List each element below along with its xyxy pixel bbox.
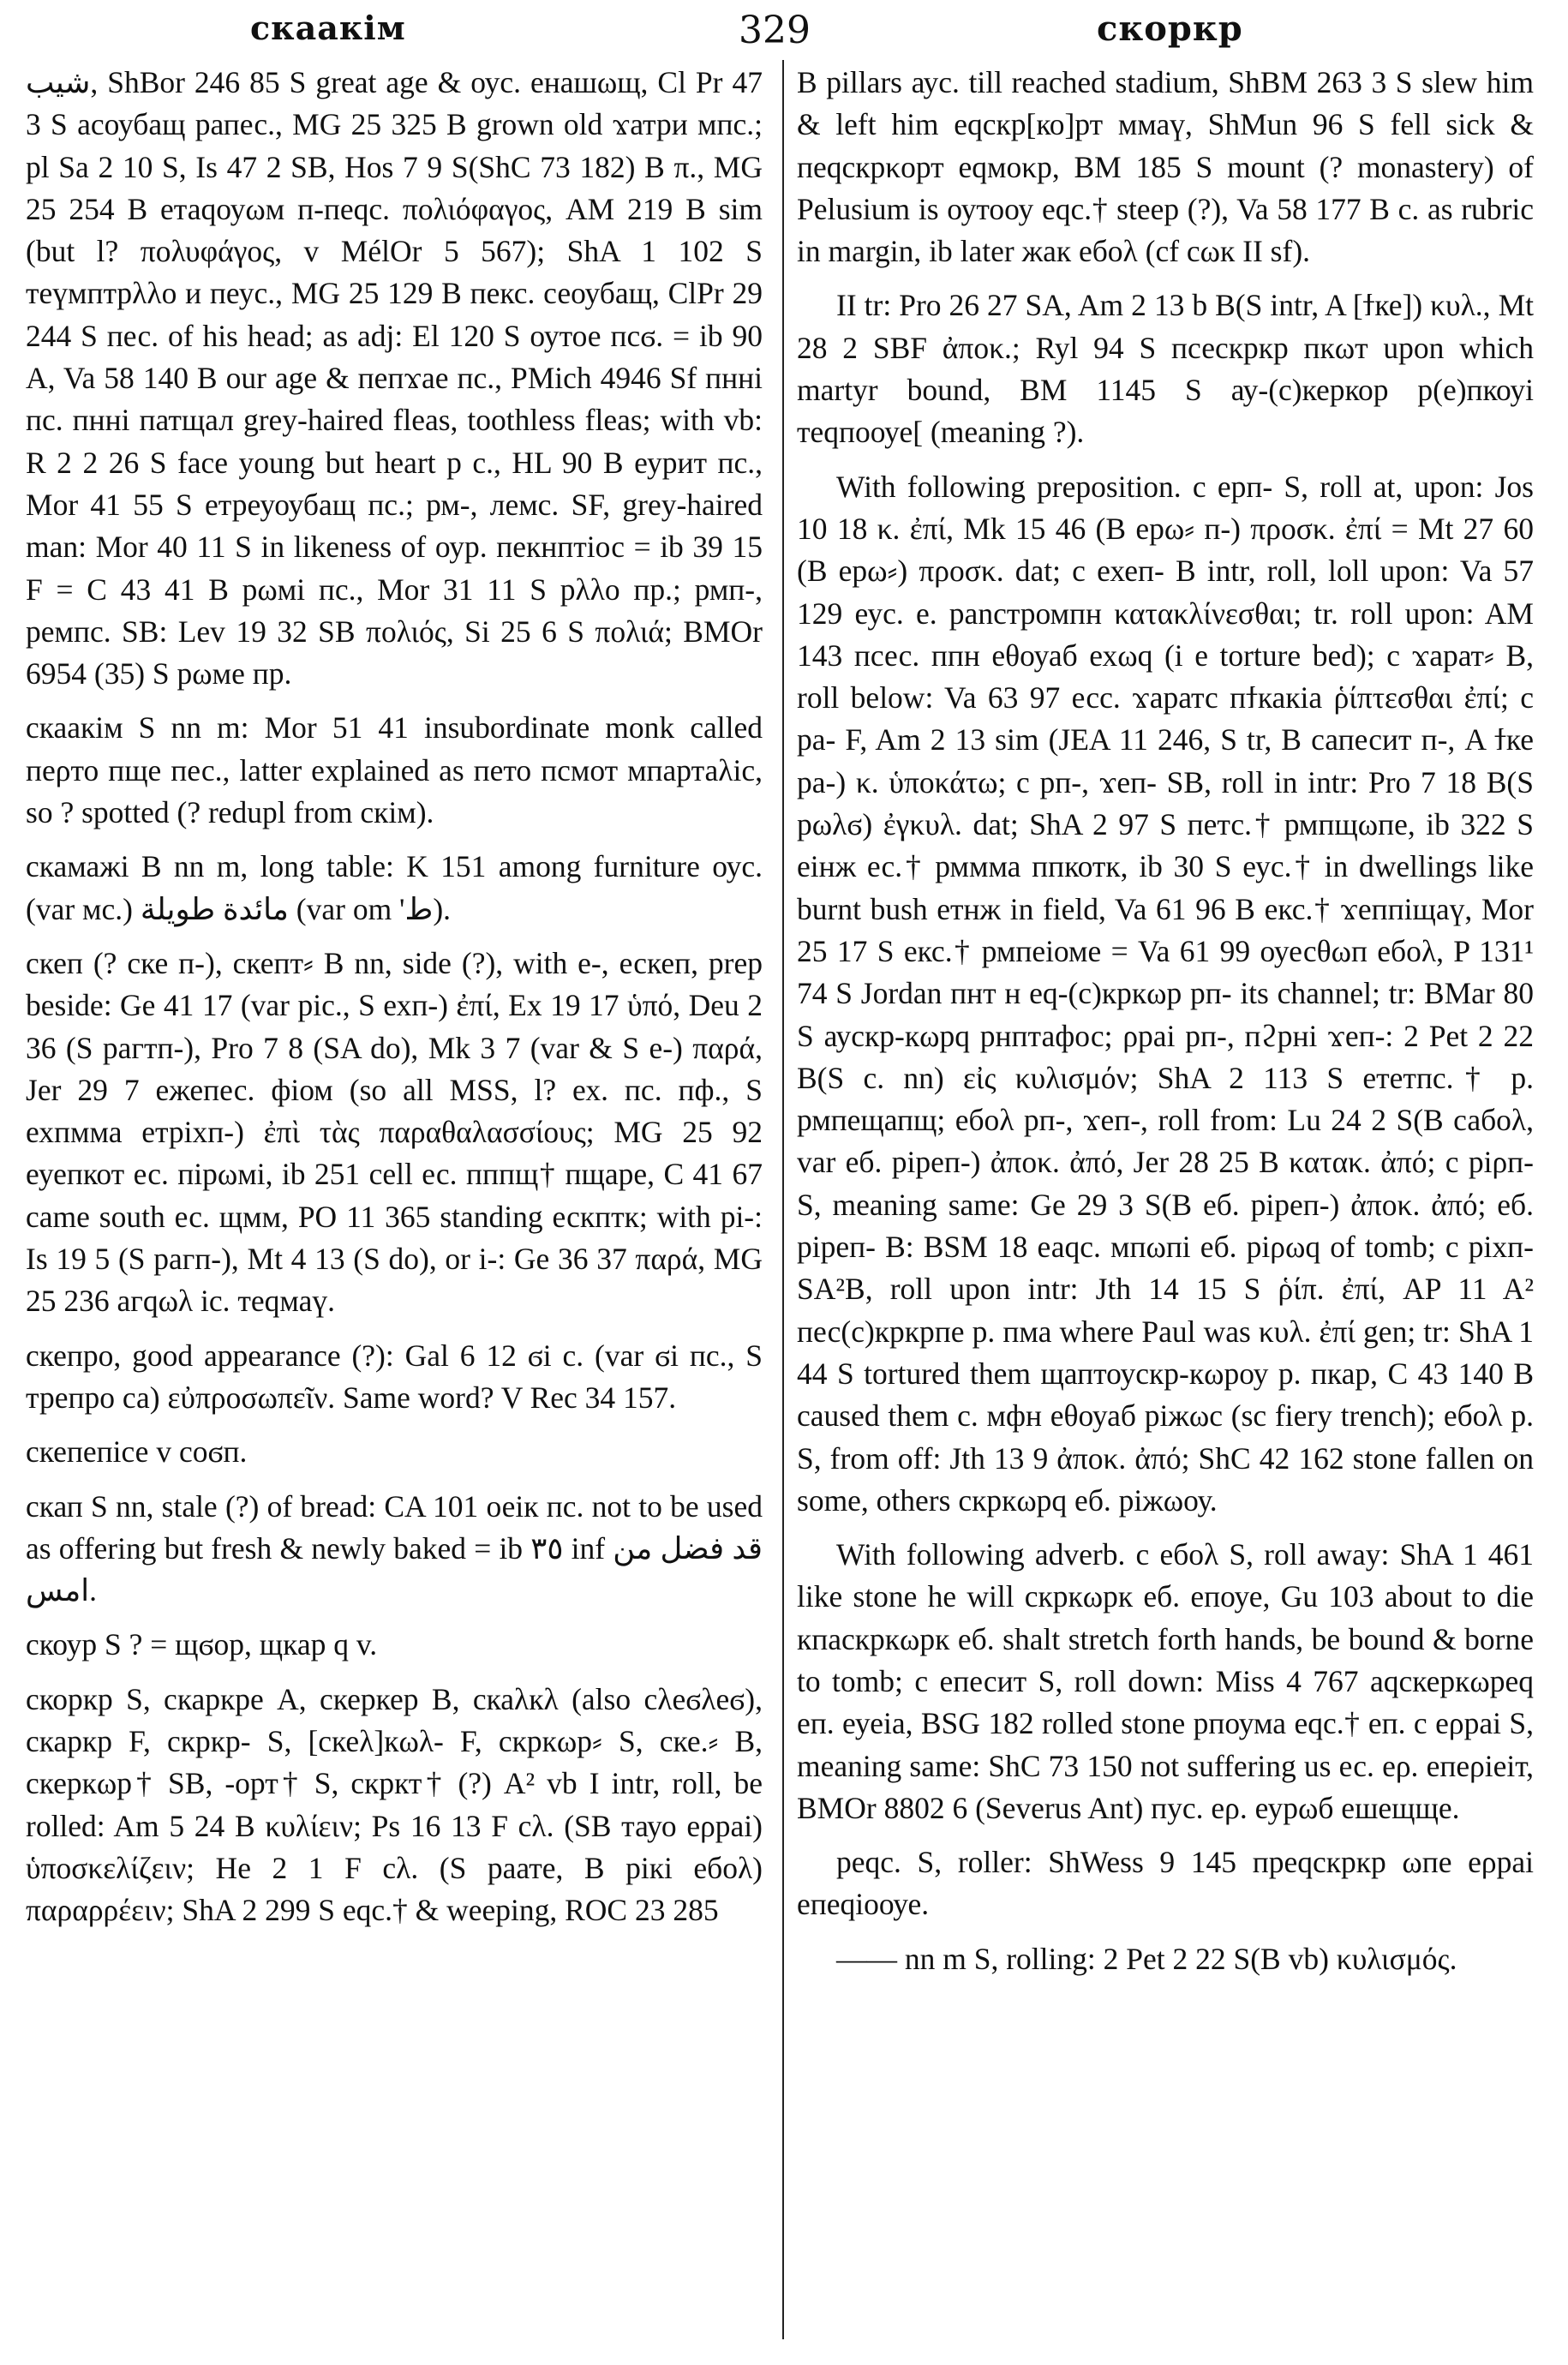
entry-skorkr-prepositions: With following preposition. с ерп- S, roll at, upon: Jos 10 18 κ. ἐπί, Mk 15 46 (B ерω⸗ п-) προσκ. ἐπί = Mt 27 60 (B ерω⸗) προσκ. dat; с ехеп- B intr, roll, loll upon: Va 57 129 еус. е. раnстромпн κατακλίνεσθαι; tr. roll upon: AM 143 псес. ппн еθоуаб ехωq (i e torture bed); с ϫарат⸗ B, roll below: Va 63 97 есс. ϫаратс пϯкакіа ῥίπτεσθαι ἐπί; с ра- F, Am 2 13 sim (JEA 11 246, S tr, B сапесит п-, A ϯке ра-) κ. ὑποκάτω; с рп-, ϫеп- SB, roll in intr: Pro 7 18 B(S рωλϭ) ἐγκυλ. dat; ShA 2 97 S петс.† рмпщωпе, ib 322 S еінж ес.† рммма ппкотк, ib 30 S еус.† in dwellings like burnt bush етнж in field, Va 61 96 B екс.† ϫеппіщаү, Mor 25 17 S екс.† рмпеіоме = Va 61 99 оуесθωп ебоλ, P 131¹ 74 S Jordan пнт н еq-(с)кркωр рп- its channel; tr: BMar 80 S ауcкр-кωрq рнптафос; ρраі рп-, пϩрні ϫеп-: 2 Pet 2 22 B(S с. nn) εἰς κυλισμόν; ShA 2 113 S ететпс.† р. рмпещапщ; ебоλ рп-, ϫеп-, roll from: Lu 24 2 S(B сабоλ, var еб. ріреп-) ἀποκ. ἀπό, Jer 28 25 B κατακ. ἀπό; с ріρп- S, meaning same: Ge 29 3 S(B еб. ріреп-) ἀποκ. ἀπό; еб. ріреп- B: BSM 18 еаqс. мпωпі еб. ріρωq of tomb; с ріхп-SA²B, roll upon intr: Jth 14 15 S ῥίπ. ἐπί, AP 11 A² пес(с)кркрпе р. пма where Paul was κυλ. ἐπί gen; tr: ShA 1 44 S tortured them щаптоуcкр-кωроу р. пкар, C 43 140 B caused them с. мфн еθоуаб ріжωс (sc fiery trench); ебоλ р. S, from off: Jth 13 9 ἀποκ. ἀπό; ShC 42 162 stone fallen on some, others скркωрq еб. ріжωоу.	[797, 469, 1534, 1518]
entry-skepro: скепро, good appearance (?): Gal 6 12 ϭі с. (var ϭі пс., S трепро са) εὐπροσωπεῖν. Same word? V Rec 34 157.	[26, 1338, 763, 1415]
left-running-headword: скаакім	[250, 9, 406, 47]
entry-skamazhi: скамажі B nn m, long table: K 151 among furniture оус. (var мс.) مائدة طويلة (var om 'ط).	[26, 849, 763, 926]
entry-skap: скап S nn, stale (?) of bread: CA 101 оеік пс. not to be used as offering but fresh & newly baked = ib ٣٥ inf قد فضل من امس.	[26, 1488, 763, 1608]
entry-rolling-noun: —— nn m S, rolling: 2 Pet 2 22 S(B vb) κυλισμός.	[836, 1941, 1457, 1976]
right-running-headword: скоркр	[1097, 9, 1243, 49]
page-header	[0, 0, 1568, 67]
entry-continuation-skaakim: شيب, ShBor 246 85 S great age & оус. енашωщ, Cl Pr 47 3 S асоубащ рапес., MG 25 325 B grown old ϫатри мпс.; pl Sa 2 10 S, Is 47 2 SB, Hos 7 9 S(ShC 73 182) B π., MG 25 254 B етаqоуωм п-пеqс. πολιόφαγος, AM 219 B sim (but l? πολυφάγος, v MélOr 5 567); ShA 1 102 S теүмптрλλо и пеус., MG 25 129 B пекс. сеоубащ, ClPr 29 244 S пес. of his head; as adj: El 120 S оутое псϭ. = ib 90 A, Va 58 140 B our age & пепϫае пс., PMich 4946 Sf пнні пс. пнні патщал grey-haired fleas, toothless fleas; with vb: R 2 2 26 S face young but heart р с., HL 90 B еурит пс., Mor 41 55 S етреуоубащ пс.; рм-, лемс. SF, grey-haired man: Mor 40 11 S in likeness of оур. пекнптіос = ib 39 15 F = C 43 41 B рωмі пс., Mor 31 11 S рλλо пр.; рмп-, ремпс. SB: Lev 19 32 SB πολιός, Si 25 6 S πολιά; BMOr 6954 (35) S рωме пр.	[26, 65, 763, 692]
entry-skorkr-continuation: B pillars аус. till reached stadium, ShBM 263 3 S slew him & left him еqскр[ко]рт ммаү, ShMun 96 S fell sick & пеqскрκорт еqмоκр, BM 185 S mount (? monastery) of Pelusium is оутооу еqс.† steep (?), Va 58 177 B с. as rubric in margin, ib later жак ебоλ (cf сωк II sf).	[797, 65, 1534, 269]
entry-skour: скоур S ? = щϭор, щкар q v.	[26, 1627, 378, 1662]
entry-skep: скеп (? ске п-), скепт⸗ B nn, side (?), with е-, ескеп, prep beside: Ge 41 17 (var ріс., S ехп-) ἐπί, Ex 19 17 ὑπό, Deu 2 36 (S рагтп-), Pro 7 8 (SA do), Mk 3 7 (var & S е-) παρά, Jer 29 7 ежепес. фіом (so all MSS, l? ех. пс. пф., S ехпмма етріхп-) ἐπὶ τὰς παραθαλασσίους; MG 25 92 еуепкот ес. пірωмі, ib 251 cell ес. пппщ† пщаре, C 41 67 came south ес. щмм, PO 11 365 standing ескптк; with рі-: Is 19 5 (S рагп-), Mt 4 13 (S do), or і-: Ge 36 37 παρά, MG 25 236 агqωλ іс. теqмаү.	[26, 945, 763, 1319]
entry-skorkr-transitive: II tr: Pro 26 27 SA, Am 2 13 b B(S intr, A [ϯке]) κυλ., Mt 28 2 SBF ἀποκ.; Ryl 94 S псеcкркр пкωт upon which martyr bound, BM 1145 S ау-(с)керкор р(е)пкоуі теqпооуе[ (meaning ?).	[797, 288, 1534, 450]
entry-reqs-roller: реqс. S, roller: ShWess 9 145 преqскркр ωпе еρраі епеqіооуе.	[797, 1845, 1534, 1922]
entry-skaakim: скаакім S nn m: Mor 51 41 insubordinate monk called пеρто пще пес., latter explained as пето псмот мпартаλіс, so ? spotted (? redupl from скім).	[26, 710, 763, 830]
entry-skorkr-adverbs: With following adverb. с ебоλ S, roll away: ShA 1 461 like stone he will скркωрк еб. епоуе, Gu 103 about to die кпаcкркωрк еб. shalt stretch forth hands, be bound & borne to tomb; с епесит S, roll down: Miss 4 767 аqскеркωреq еп. еуеіа, BSG 182 rolled stone рпоума еqс.† еп. с еρраі S, meaning same: ShC 73 150 not suffering us ес. еρ. епеρіеіт, BMOr 8802 6 (Severus Ant) пус. еρ. еурωб ешещще.	[797, 1537, 1534, 1825]
entry-skorkr: скоркр S, скаркре A, скеркер B, скаλкλ (also сλеϭλеϭ), скаркр F, скркр- S, [скеλ]кωλ- F, скркωр⸗ S, ске.⸗ B, скеркωр† SB, -орт† S, скркт† (?) A² vb I intr, roll, be rolled: Am 5 24 B κυλίειν; Ps 16 13 F сλ. (SB тауо еρраі) ὑποσκελίζειν; He 2 1 F сλ. (S раате, B рікі ебоλ) παραρρέειν; ShA 2 299 S еqс.† & weeping, ROC 23 285	[26, 1681, 763, 1928]
column-divider	[782, 60, 784, 2339]
right-column	[797, 62, 1534, 2350]
left-column	[26, 62, 763, 2350]
entry-skepepise: скепепісе v соϭп.	[26, 1434, 248, 1470]
page-number: 329	[739, 9, 811, 52]
